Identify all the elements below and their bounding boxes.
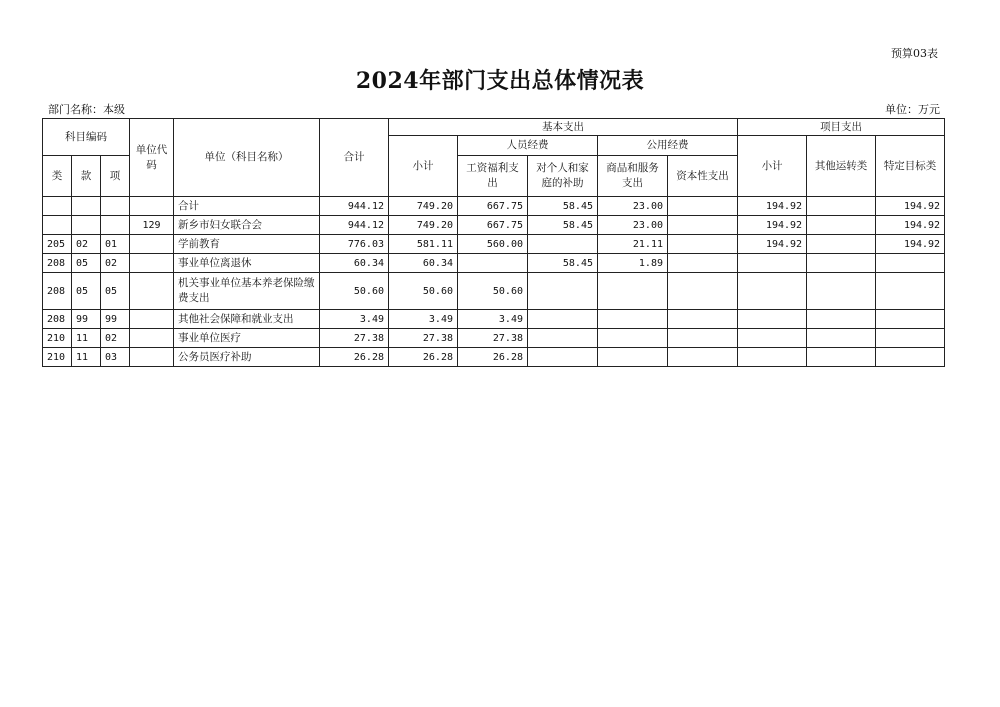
cell-specific: 194.92 [876,235,945,254]
header-personnel: 人员经费 [458,136,598,156]
table-row [43,348,945,367]
cell-xiang: 99 [101,310,130,329]
cell-basic-subtotal: 26.28 [389,348,458,367]
header-other-ops: 其他运转类 [807,136,876,197]
cell-basic-subtotal: 749.20 [389,216,458,235]
cell-salary: 560.00 [458,235,528,254]
cell-goods: 23.00 [598,197,668,216]
cell-kuan: 05 [72,254,101,273]
header-specific: 特定目标类 [876,136,945,197]
cell-name: 事业单位离退休 [174,254,320,273]
cell-project-subtotal: 194.92 [738,197,807,216]
cell-name: 事业单位医疗 [174,329,320,348]
form-id: 预算03表 [891,47,938,60]
cell-name: 新乡市妇女联合会 [174,216,320,235]
cell-salary: 27.38 [458,329,528,348]
cell-name: 机关事业单位基本养老保险缴费支出 [174,273,320,310]
cell-lei: 210 [43,348,72,367]
table-row [43,254,945,273]
cell-total: 944.12 [320,216,389,235]
cell-salary: 667.75 [458,197,528,216]
cell-capital [668,310,738,329]
cell-specific [876,348,945,367]
cell-total: 3.49 [320,310,389,329]
cell-kuan: 02 [72,235,101,254]
cell-unit-code [130,273,174,310]
cell-project-subtotal [738,254,807,273]
cell-kuan [72,197,101,216]
table-row [43,197,945,216]
header-capital: 资本性支出 [668,156,738,197]
cell-basic-subtotal: 27.38 [389,329,458,348]
cell-personal [528,348,598,367]
cell-kuan: 11 [72,329,101,348]
cell-other-ops [807,273,876,310]
header-basic: 基本支出 [389,119,738,136]
cell-kuan: 05 [72,273,101,310]
cell-unit-code [130,310,174,329]
header-public: 公用经费 [598,136,738,156]
cell-other-ops [807,235,876,254]
cell-project-subtotal [738,273,807,310]
cell-unit-code [130,254,174,273]
cell-total: 944.12 [320,197,389,216]
header-unit-name: 单位（科目名称） [174,119,320,197]
table-row [43,310,945,329]
cell-basic-subtotal: 581.11 [389,235,458,254]
cell-lei: 208 [43,273,72,310]
cell-goods [598,348,668,367]
header-unit-code: 单位代码 [130,119,174,197]
cell-lei: 210 [43,329,72,348]
cell-capital [668,235,738,254]
cell-specific [876,329,945,348]
cell-name: 学前教育 [174,235,320,254]
header-lei: 类 [43,156,72,197]
cell-xiang: 02 [101,254,130,273]
department-label: 部门名称：本级 [48,103,125,116]
cell-specific: 194.92 [876,216,945,235]
cell-salary: 667.75 [458,216,528,235]
cell-total: 60.34 [320,254,389,273]
table-row [43,329,945,348]
cell-specific [876,273,945,310]
cell-specific [876,310,945,329]
cell-xiang [101,216,130,235]
cell-goods [598,273,668,310]
cell-project-subtotal: 194.92 [738,216,807,235]
table-row [43,216,945,235]
header-personal: 对个人和家庭的补助 [528,156,598,197]
cell-other-ops [807,348,876,367]
cell-unit-code [130,329,174,348]
cell-personal [528,329,598,348]
cell-other-ops [807,216,876,235]
cell-salary: 26.28 [458,348,528,367]
cell-lei [43,216,72,235]
cell-capital [668,254,738,273]
cell-project-subtotal: 194.92 [738,235,807,254]
cell-personal: 58.45 [528,254,598,273]
cell-xiang: 05 [101,273,130,310]
cell-goods [598,329,668,348]
header-project-subtotal: 小计 [738,136,807,197]
header-goods: 商品和服务支出 [598,156,668,197]
cell-kuan [72,216,101,235]
unit-label: 单位：万元 [885,103,940,116]
budget-table [42,118,945,367]
table-row [43,235,945,254]
cell-kuan: 11 [72,348,101,367]
cell-total: 27.38 [320,329,389,348]
cell-capital [668,329,738,348]
cell-personal: 58.45 [528,216,598,235]
cell-xiang: 02 [101,329,130,348]
cell-project-subtotal [738,329,807,348]
cell-goods: 21.11 [598,235,668,254]
header-kuan: 款 [72,156,101,197]
cell-basic-subtotal: 60.34 [389,254,458,273]
cell-xiang [101,197,130,216]
cell-personal [528,235,598,254]
cell-personal [528,273,598,310]
cell-lei: 205 [43,235,72,254]
cell-name: 公务员医疗补助 [174,348,320,367]
cell-salary [458,254,528,273]
cell-goods: 23.00 [598,216,668,235]
cell-lei: 208 [43,310,72,329]
cell-unit-code: 129 [130,216,174,235]
header-basic-subtotal: 小计 [389,136,458,197]
cell-basic-subtotal: 749.20 [389,197,458,216]
cell-specific: 194.92 [876,197,945,216]
cell-capital [668,197,738,216]
cell-total: 776.03 [320,235,389,254]
header-total: 合计 [320,119,389,197]
cell-other-ops [807,329,876,348]
table-row [43,273,945,310]
cell-capital [668,273,738,310]
cell-lei: 208 [43,254,72,273]
cell-total: 50.60 [320,273,389,310]
cell-personal [528,310,598,329]
page-title: 2024年部门支出总体情况表 [355,68,645,94]
cell-lei [43,197,72,216]
cell-capital [668,216,738,235]
cell-unit-code [130,235,174,254]
cell-project-subtotal [738,310,807,329]
cell-unit-code [130,348,174,367]
cell-unit-code [130,197,174,216]
cell-goods [598,310,668,329]
cell-goods: 1.89 [598,254,668,273]
header-subject-code: 科目编码 [43,119,130,156]
cell-specific [876,254,945,273]
cell-name: 其他社会保障和就业支出 [174,310,320,329]
header-salary: 工资福利支出 [458,156,528,197]
cell-name: 合计 [174,197,320,216]
cell-other-ops [807,310,876,329]
cell-xiang: 01 [101,235,130,254]
cell-other-ops [807,254,876,273]
cell-personal: 58.45 [528,197,598,216]
cell-total: 26.28 [320,348,389,367]
cell-basic-subtotal: 50.60 [389,273,458,310]
header-xiang: 项 [101,156,130,197]
cell-kuan: 99 [72,310,101,329]
cell-capital [668,348,738,367]
header-project: 项目支出 [738,119,945,136]
cell-project-subtotal [738,348,807,367]
cell-salary: 50.60 [458,273,528,310]
cell-xiang: 03 [101,348,130,367]
cell-other-ops [807,197,876,216]
cell-salary: 3.49 [458,310,528,329]
cell-basic-subtotal: 3.49 [389,310,458,329]
